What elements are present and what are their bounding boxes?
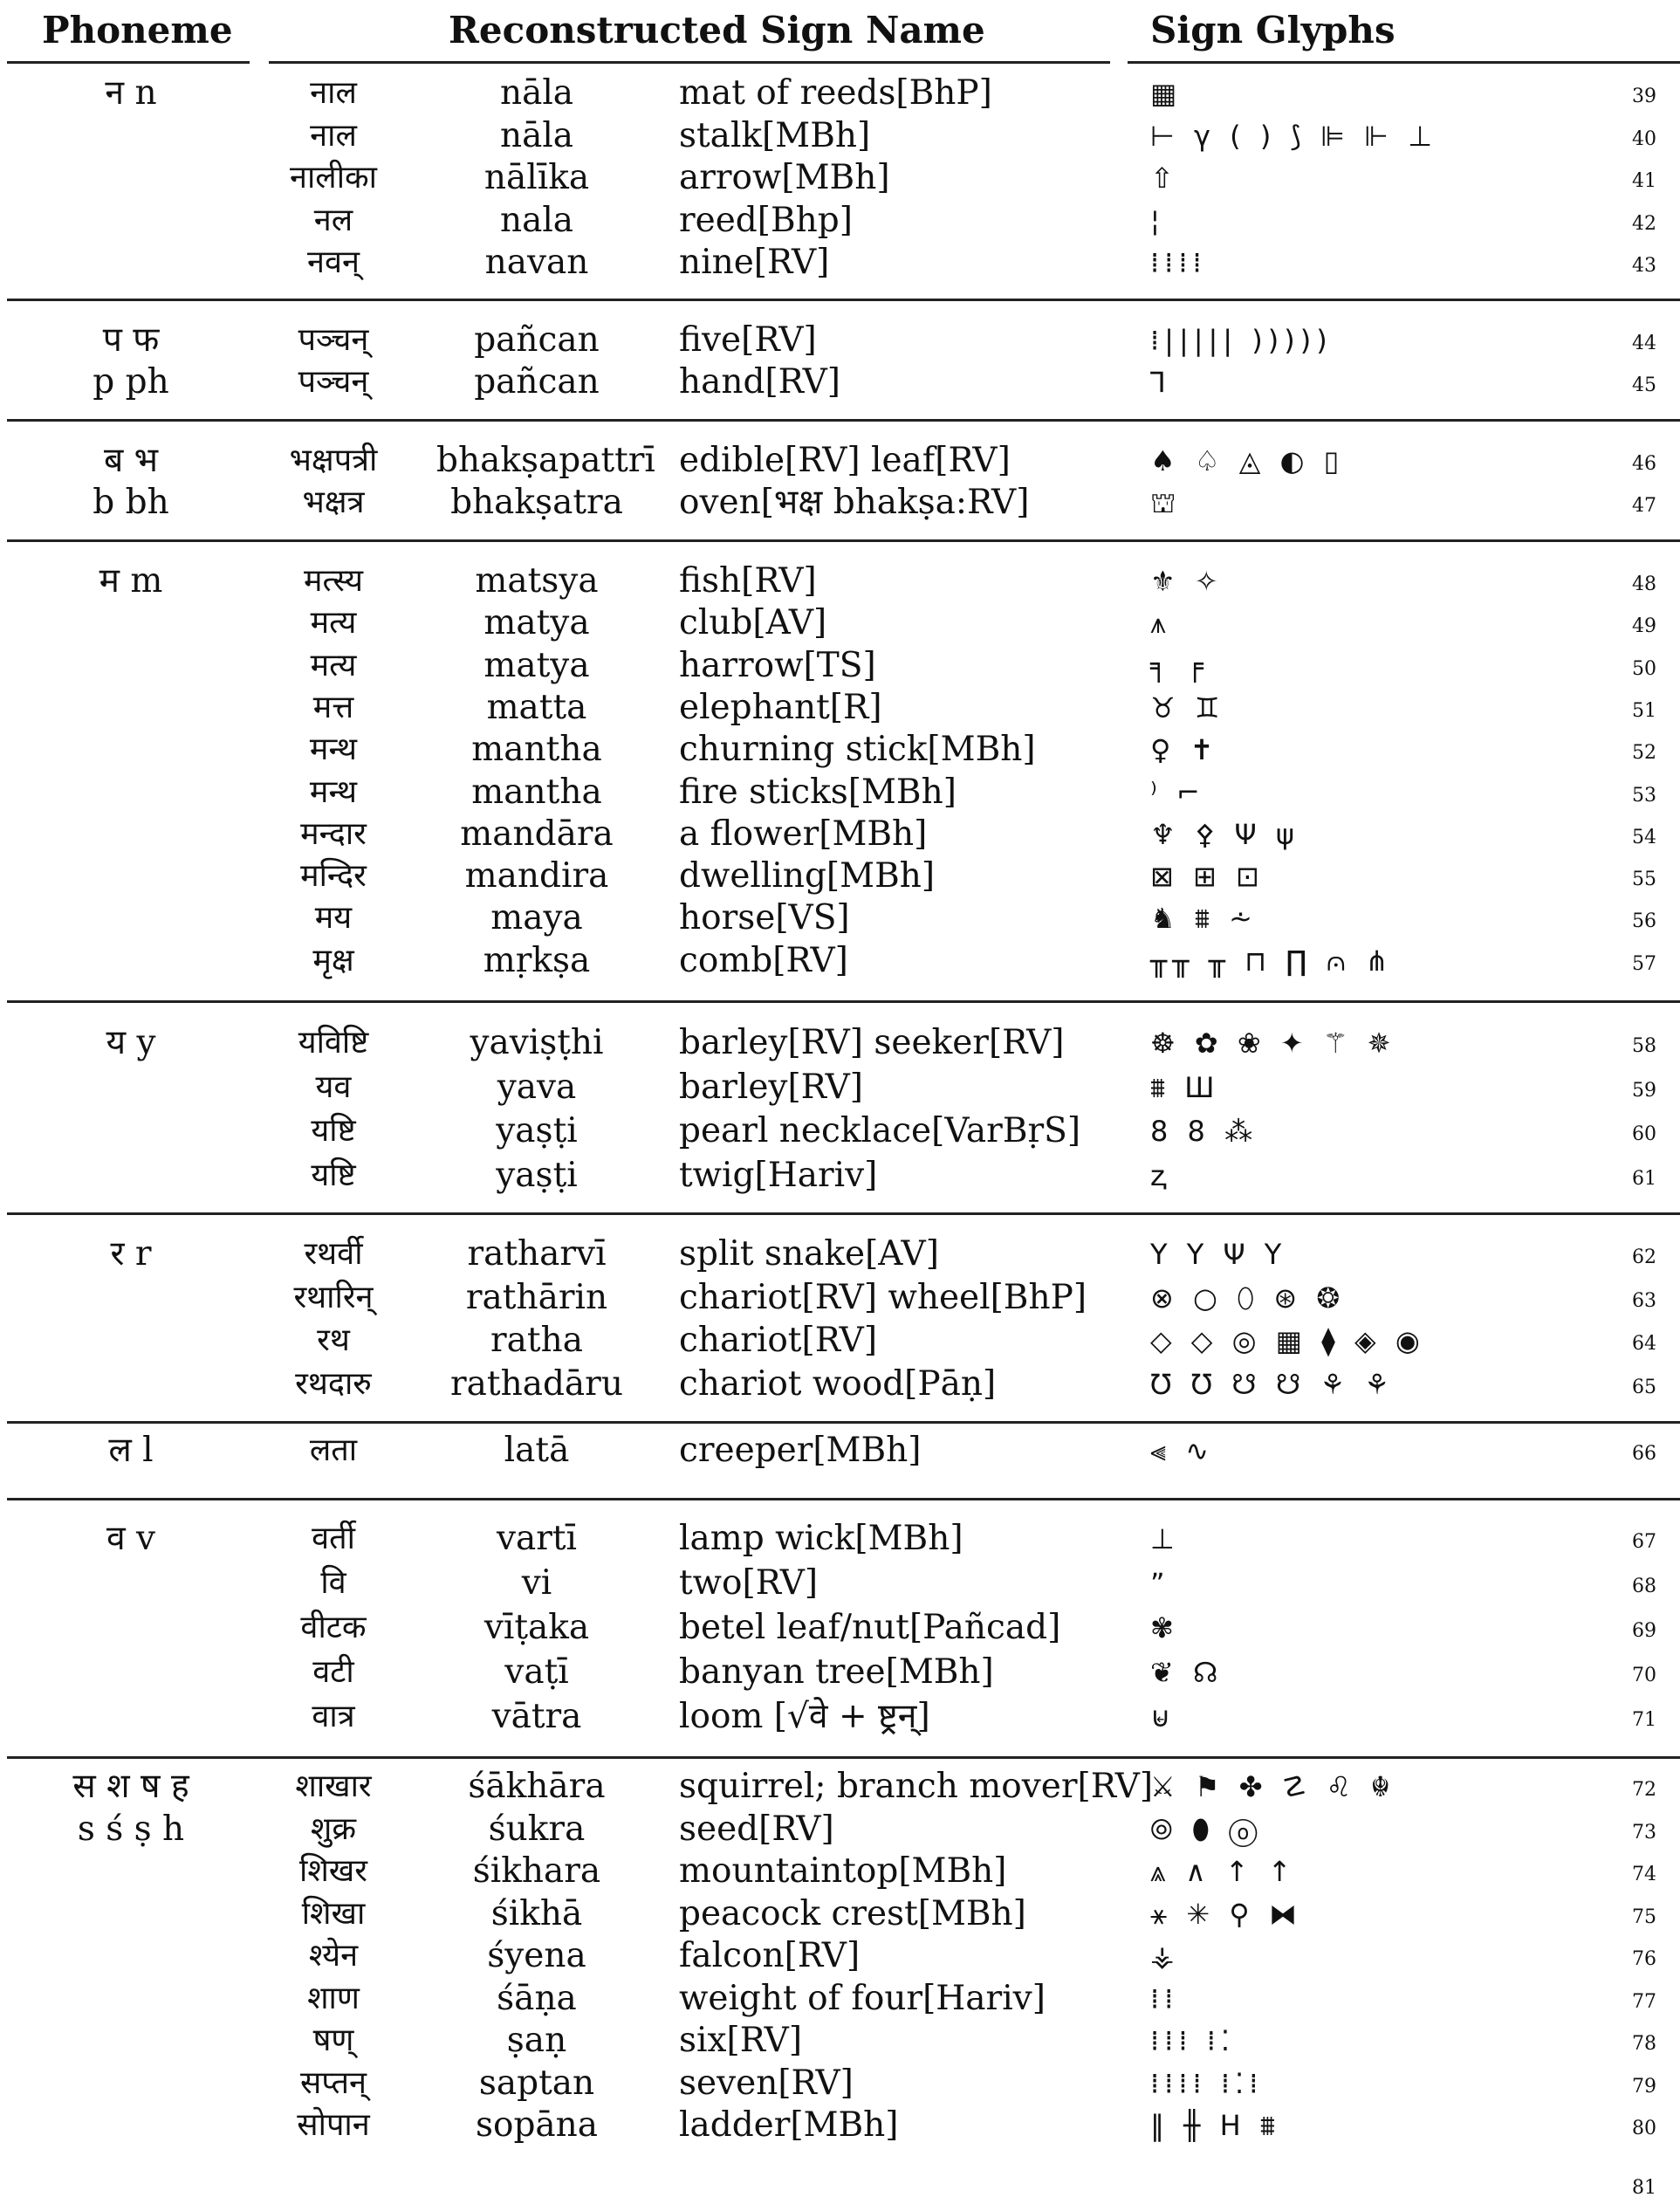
transliterated-sign-name: navan [484, 243, 589, 282]
transliterated-sign-name: matta [486, 687, 587, 727]
phoneme-cell: व v [106, 1519, 156, 1558]
line-number: 81 [1632, 2177, 1656, 2199]
devanagari-sign-name: रथदारु [295, 1365, 372, 1402]
devanagari-sign-name: यव [315, 1068, 352, 1105]
line-number: 69 [1632, 1620, 1656, 1642]
sign-meaning: creeper[MBh] [679, 1431, 922, 1470]
sign-meaning: peacock crest[MBh] [679, 1893, 1026, 1933]
devanagari-sign-name: नवन् [307, 244, 360, 280]
line-number: 78 [1632, 2033, 1656, 2055]
devanagari-sign-name: यविष्टि [298, 1025, 369, 1061]
header-phoneme: Phoneme [42, 9, 233, 51]
devanagari-sign-name: लता [309, 1432, 358, 1468]
sign-meaning: a flower[MBh] [679, 814, 928, 854]
sign-meaning: ladder[MBh] [679, 2105, 899, 2145]
group-separator-rule [7, 1421, 1680, 1424]
transliterated-sign-name: vaṭī [504, 1652, 569, 1692]
sign-glyphs: ╥╥ ╥ ⊓ ∏ ⩀ ⋔ [1150, 944, 1395, 978]
devanagari-sign-name: नाल [310, 117, 357, 154]
devanagari-sign-name: मन्दार [300, 815, 367, 852]
header-rule-sign-name [269, 61, 1110, 64]
line-number: 47 [1632, 495, 1656, 517]
sign-meaning: reed[Bhp] [679, 200, 853, 240]
sign-glyphs: ♆ ⚴ Ψ ψ [1150, 817, 1299, 851]
sign-glyphs: ⚜ ✧ [1150, 565, 1224, 598]
sign-glyphs: ⫷ ∿ [1150, 1434, 1215, 1467]
sign-glyphs: ╕ ╒ [1150, 649, 1209, 683]
transliterated-sign-name: vīṭaka [483, 1608, 590, 1647]
header-rule-phoneme [7, 61, 250, 64]
transliterated-sign-name: śyena [487, 1936, 586, 1975]
devanagari-sign-name: वि [320, 1565, 346, 1601]
line-number: 80 [1632, 2118, 1656, 2139]
sign-glyphs: ♠ ♤ ◬ ◐ ▯ [1150, 444, 1345, 477]
sign-meaning: chariot wood[Pāṇ] [679, 1363, 997, 1404]
sign-glyphs: ✾ [1150, 1611, 1179, 1645]
sign-glyphs: ¦ [1150, 203, 1165, 237]
transliterated-sign-name: matya [483, 603, 590, 643]
sign-meaning: barley[RV] [679, 1067, 864, 1107]
line-number: 60 [1632, 1123, 1656, 1145]
devanagari-sign-name: षण् [312, 2022, 354, 2058]
transliterated-sign-name: nala [499, 200, 574, 240]
header-sign-glyphs: Sign Glyphs [1150, 9, 1395, 51]
transliterated-sign-name: rathadāru [450, 1363, 623, 1404]
line-number: 56 [1632, 910, 1656, 933]
devanagari-sign-name: मत्स्य [304, 563, 363, 599]
sign-glyphs: ⱬ [1150, 1158, 1170, 1192]
devanagari-sign-name: सोपान [297, 2107, 370, 2143]
line-number: 77 [1632, 1990, 1656, 2013]
sign-glyphs: ⊗ ○ ⬯ ⊛ ❂ [1150, 1281, 1346, 1315]
transliterated-sign-name: nālīka [483, 158, 590, 197]
phoneme-cell: म m [99, 561, 163, 601]
transliterated-sign-name: yaṣṭi [496, 1111, 578, 1150]
line-number: 66 [1632, 1443, 1656, 1465]
devanagari-sign-name: नल [313, 202, 353, 238]
line-number: 67 [1632, 1531, 1656, 1553]
line-number: 70 [1632, 1665, 1656, 1686]
devanagari-sign-name: पञ्चन् [298, 364, 369, 400]
transliterated-sign-name: nāla [499, 115, 574, 155]
devanagari-sign-name: वात्र [312, 1699, 355, 1734]
devanagari-sign-name: मन्दिर [300, 858, 367, 895]
sign-glyphs: ⩩ Ш [1150, 1070, 1220, 1104]
transliterated-sign-name: vi [521, 1563, 552, 1603]
devanagari-sign-name: पञ्चन् [298, 322, 369, 358]
sign-meaning: club[AV] [679, 603, 827, 643]
devanagari-sign-name: मन्थ [309, 773, 358, 810]
devanagari-sign-name: भक्षपत्री [289, 443, 378, 478]
header-sign-name: Reconstructed Sign Name [449, 9, 985, 51]
sign-glyphs: 8 8 ⁂ [1150, 1115, 1258, 1148]
sign-meaning: twig[Hariv] [679, 1155, 878, 1195]
line-number: 41 [1632, 170, 1656, 192]
sign-meaning: seven[RV] [679, 2063, 854, 2103]
transliterated-sign-name: matsya [475, 561, 599, 601]
transliterated-sign-name: rathārin [465, 1277, 608, 1317]
sign-glyphs: Ʊ Ʊ ☋ ☋ ⚘ ⚘ [1150, 1367, 1395, 1401]
line-number: 51 [1632, 699, 1656, 722]
phoneme-cell: ल l [108, 1431, 154, 1470]
sign-glyphs: ⁞⁞ [1150, 1981, 1179, 2015]
line-number: 54 [1632, 826, 1656, 848]
transliterated-sign-name: mṛkṣa [483, 940, 591, 980]
line-number: 68 [1632, 1576, 1656, 1597]
transliterated-sign-name: ratharvī [467, 1234, 607, 1274]
transliterated-sign-name: bhakṣatra [450, 483, 623, 522]
sign-meaning: falcon[RV] [679, 1936, 861, 1975]
transliterated-sign-name: mandāra [460, 814, 614, 854]
sign-glyphs: ⇧ [1150, 161, 1179, 195]
devanagari-sign-name: शाण [307, 1980, 360, 2016]
line-number: 55 [1632, 869, 1656, 891]
devanagari-sign-name: मत्य [310, 647, 357, 683]
transliterated-sign-name: yaṣṭi [496, 1155, 578, 1195]
line-number: 46 [1632, 453, 1656, 475]
sign-meaning: edible[RV] leaf[RV] [679, 441, 1011, 480]
sign-glyphs: ⅂ [1150, 366, 1171, 399]
phoneme-cell-latin: p ph [93, 362, 169, 402]
line-number: 65 [1632, 1376, 1656, 1398]
sign-glyphs: ‖ ╫ H ⩩ [1150, 2109, 1280, 2142]
devanagari-sign-name: रथ [317, 1322, 350, 1358]
transliterated-sign-name: pañcan [474, 320, 600, 360]
sign-meaning: mountaintop[MBh] [679, 1851, 1007, 1891]
sign-meaning: dwelling[MBh] [679, 856, 936, 896]
sign-glyphs: ♀ ✝ [1150, 733, 1219, 767]
line-number: 42 [1632, 212, 1656, 235]
group-separator-rule [7, 419, 1680, 422]
sign-glyphs: ⊌ [1150, 1700, 1176, 1734]
devanagari-sign-name: शुक्र [310, 1810, 357, 1847]
sign-meaning: loom [√वे + ष्ट्रन्] [679, 1697, 930, 1736]
devanagari-sign-name: मय [314, 900, 353, 937]
devanagari-sign-name: नाल [310, 75, 357, 111]
devanagari-sign-name: श्येन [308, 1938, 359, 1974]
sign-glyphs: ♉ ♊ [1150, 690, 1225, 724]
sign-glyphs: ♞ ⩩ ⩪ [1150, 902, 1258, 936]
devanagari-sign-name: शिखर [299, 1853, 367, 1889]
devanagari-sign-name: रथर्वी [304, 1236, 363, 1272]
devanagari-sign-name: मत्त [312, 689, 354, 725]
sign-meaning: five[RV] [679, 320, 817, 360]
group-separator-rule [7, 299, 1680, 301]
sign-glyphs: ☸ ✿ ❀ ✦ ⚚ ✵ [1150, 1027, 1396, 1060]
transliterated-sign-name: latā [504, 1431, 570, 1470]
sign-meaning: chariot[RV] [679, 1321, 878, 1360]
line-number: 62 [1632, 1246, 1656, 1268]
transliterated-sign-name: vātra [491, 1697, 582, 1736]
line-number: 63 [1632, 1289, 1656, 1312]
devanagari-sign-name: शिखा [301, 1895, 366, 1932]
sign-glyphs: ⁾ ⌐ [1150, 775, 1205, 809]
line-number: 45 [1632, 374, 1656, 396]
transliterated-sign-name: śukra [488, 1809, 586, 1849]
sign-meaning: harrow[TS] [679, 645, 876, 685]
sign-meaning: squirrel; branch mover[RV] [679, 1767, 1154, 1806]
line-number: 44 [1632, 333, 1656, 354]
sign-glyphs: ⩚ [1150, 607, 1172, 641]
transliterated-sign-name: ṣaṇ [506, 2021, 567, 2060]
sign-meaning: pearl necklace[VarBṛS] [679, 1111, 1081, 1150]
sign-meaning: seed[RV] [679, 1809, 834, 1849]
group-separator-rule [7, 1000, 1680, 1003]
sign-meaning: fire sticks[MBh] [679, 772, 957, 812]
line-number: 53 [1632, 784, 1656, 807]
sign-glyphs: ⚔ ⚑ ✤ ☡ ♌ ☬ [1150, 1770, 1396, 1803]
sign-glyphs: ⊥ [1150, 1522, 1180, 1555]
transliterated-sign-name: śikhara [472, 1851, 601, 1891]
sign-meaning: comb[RV] [679, 940, 848, 980]
phoneme-cell: न n [105, 73, 157, 113]
sign-meaning: barley[RV] seeker[RV] [679, 1023, 1065, 1062]
line-number: 59 [1632, 1079, 1656, 1102]
phoneme-cell: य y [106, 1023, 156, 1062]
transliterated-sign-name: yaviṣṭhi [470, 1023, 604, 1062]
devanagari-sign-name: यष्टि [311, 1113, 356, 1149]
line-number: 48 [1632, 573, 1656, 595]
sign-meaning: chariot[RV] wheel[BhP] [679, 1277, 1087, 1317]
phoneme-cell: प फ [102, 320, 160, 360]
sign-meaning: elephant[R] [679, 687, 882, 727]
phoneme-cell: स श ष ह [72, 1767, 189, 1806]
transliterated-sign-name: nāla [499, 73, 574, 113]
transliterated-sign-name: śikhā [490, 1893, 583, 1933]
line-number: 50 [1632, 657, 1656, 680]
sign-glyphs: ⁞⁞⁞ ⁞⁚ [1150, 2024, 1236, 2057]
devanagari-sign-name: भक्षत्र [302, 484, 365, 520]
phoneme-cell: र r [110, 1234, 152, 1274]
sign-glyphs: ⁞||||| ))))) [1150, 324, 1333, 357]
line-number: 61 [1632, 1167, 1656, 1190]
line-number: 39 [1632, 86, 1656, 107]
transliterated-sign-name: bhakṣapattrī [436, 441, 655, 480]
line-number: 40 [1632, 127, 1656, 150]
sign-meaning: horse[VS] [679, 898, 850, 938]
sign-glyphs: ⁞⁞⁞⁞ ⁞⁚⁞ [1150, 2066, 1264, 2100]
devanagari-sign-name: वर्ती [312, 1521, 355, 1556]
transliterated-sign-name: sopāna [475, 2105, 599, 2145]
devanagari-sign-name: वटी [312, 1654, 354, 1690]
devanagari-sign-name: रथारिन् [293, 1279, 374, 1315]
devanagari-sign-name: मृक्ष [312, 942, 354, 978]
sign-meaning: hand[RV] [679, 362, 841, 402]
sign-meaning: fish[RV] [679, 561, 817, 601]
sign-meaning: lamp wick[MBh] [679, 1519, 963, 1558]
line-number: 72 [1632, 1779, 1656, 1801]
transliterated-sign-name: śāṇa [497, 1978, 577, 2018]
transliterated-sign-name: mantha [471, 730, 602, 770]
phoneme-cell-latin: b bh [93, 483, 169, 522]
sign-meaning: mat of reeds[BhP] [679, 73, 992, 113]
line-number: 75 [1632, 1905, 1656, 1928]
line-number: 76 [1632, 1948, 1656, 1970]
sign-glyphs: ◇ ◇ ◎ ▦ ⧫ ◈ ◉ [1150, 1324, 1425, 1357]
sign-glyphs: ⚹ ✳ ⚲ ⧓ [1150, 1897, 1302, 1931]
sign-meaning: banyan tree[MBh] [679, 1652, 994, 1692]
phoneme-cell-latin: s ś ṣ h [77, 1809, 185, 1849]
transliterated-sign-name: saptan [478, 2063, 595, 2103]
sign-glyphs: ⛫ [1150, 486, 1182, 519]
transliterated-sign-name: yava [497, 1067, 577, 1107]
line-number: 64 [1632, 1333, 1656, 1355]
devanagari-sign-name: वीटक [300, 1610, 367, 1645]
devanagari-sign-name: सप्तन् [300, 2064, 367, 2101]
sign-glyphs: ⦾ ⬮ ⓞ [1150, 1812, 1263, 1846]
group-separator-rule [7, 1212, 1680, 1215]
sign-meaning: nine[RV] [679, 243, 830, 282]
line-number: 43 [1632, 255, 1656, 277]
transliterated-sign-name: śākhāra [468, 1767, 606, 1806]
sign-meaning: churning stick[MBh] [679, 730, 1036, 770]
line-number: 57 [1632, 952, 1656, 975]
devanagari-sign-name: मत्य [310, 605, 357, 642]
devanagari-sign-name: मन्थ [309, 731, 358, 768]
sign-meaning: arrow[MBh] [679, 158, 890, 197]
devanagari-sign-name: यष्टि [311, 1157, 356, 1193]
header-rule-glyphs [1128, 61, 1680, 64]
sign-meaning: weight of four[Hariv] [679, 1978, 1046, 2018]
phoneme-cell: ब भ [103, 441, 159, 480]
sign-glyphs: ▦ [1150, 77, 1183, 110]
sign-glyphs: ⊠ ⊞ ⊡ [1150, 860, 1265, 894]
line-number: 74 [1632, 1864, 1656, 1885]
sign-meaning: oven[भक्ष bhakṣa:RV] [679, 483, 1030, 522]
devanagari-sign-name: शाखार [295, 1768, 372, 1804]
sign-glyphs: ❦ ☊ [1150, 1656, 1224, 1689]
group-separator-rule [7, 1498, 1680, 1500]
devanagari-sign-name: नालीका [289, 160, 377, 196]
line-number: 52 [1632, 742, 1656, 765]
sign-glyphs: ⚶ [1150, 1940, 1180, 1973]
sign-glyphs: ⩓ ∧ ↑ ↑ [1150, 1855, 1297, 1888]
line-number: 71 [1632, 1709, 1656, 1731]
transliterated-sign-name: mantha [471, 772, 602, 812]
sign-meaning: split snake[AV] [679, 1234, 939, 1274]
sign-meaning: stalk[MBh] [679, 115, 871, 155]
transliterated-sign-name: vartī [496, 1519, 578, 1558]
sign-glyphs: ⁞⁞⁞⁞ [1150, 246, 1207, 279]
sign-meaning: six[RV] [679, 2021, 803, 2060]
line-number: 49 [1632, 615, 1656, 638]
sign-meaning: two[RV] [679, 1563, 819, 1603]
transliterated-sign-name: mandira [464, 856, 609, 896]
group-separator-rule [7, 1756, 1680, 1759]
line-number: 58 [1632, 1035, 1656, 1057]
sign-glyphs: ˮ [1150, 1567, 1170, 1600]
line-number: 73 [1632, 1821, 1656, 1844]
sign-meaning: betel leaf/nut[Pañcad] [679, 1608, 1061, 1647]
sign-glyphs: Y Y Ψ Y [1150, 1238, 1287, 1271]
transliterated-sign-name: ratha [490, 1321, 583, 1360]
line-number: 79 [1632, 2075, 1656, 2098]
sign-glyphs: ⊢ γ ( ) ⟆ ⊫ ⊩ ⊥ [1150, 119, 1438, 153]
transliterated-sign-name: maya [490, 898, 583, 938]
transliterated-sign-name: pañcan [474, 362, 600, 402]
group-separator-rule [7, 539, 1680, 542]
transliterated-sign-name: matya [483, 645, 590, 685]
